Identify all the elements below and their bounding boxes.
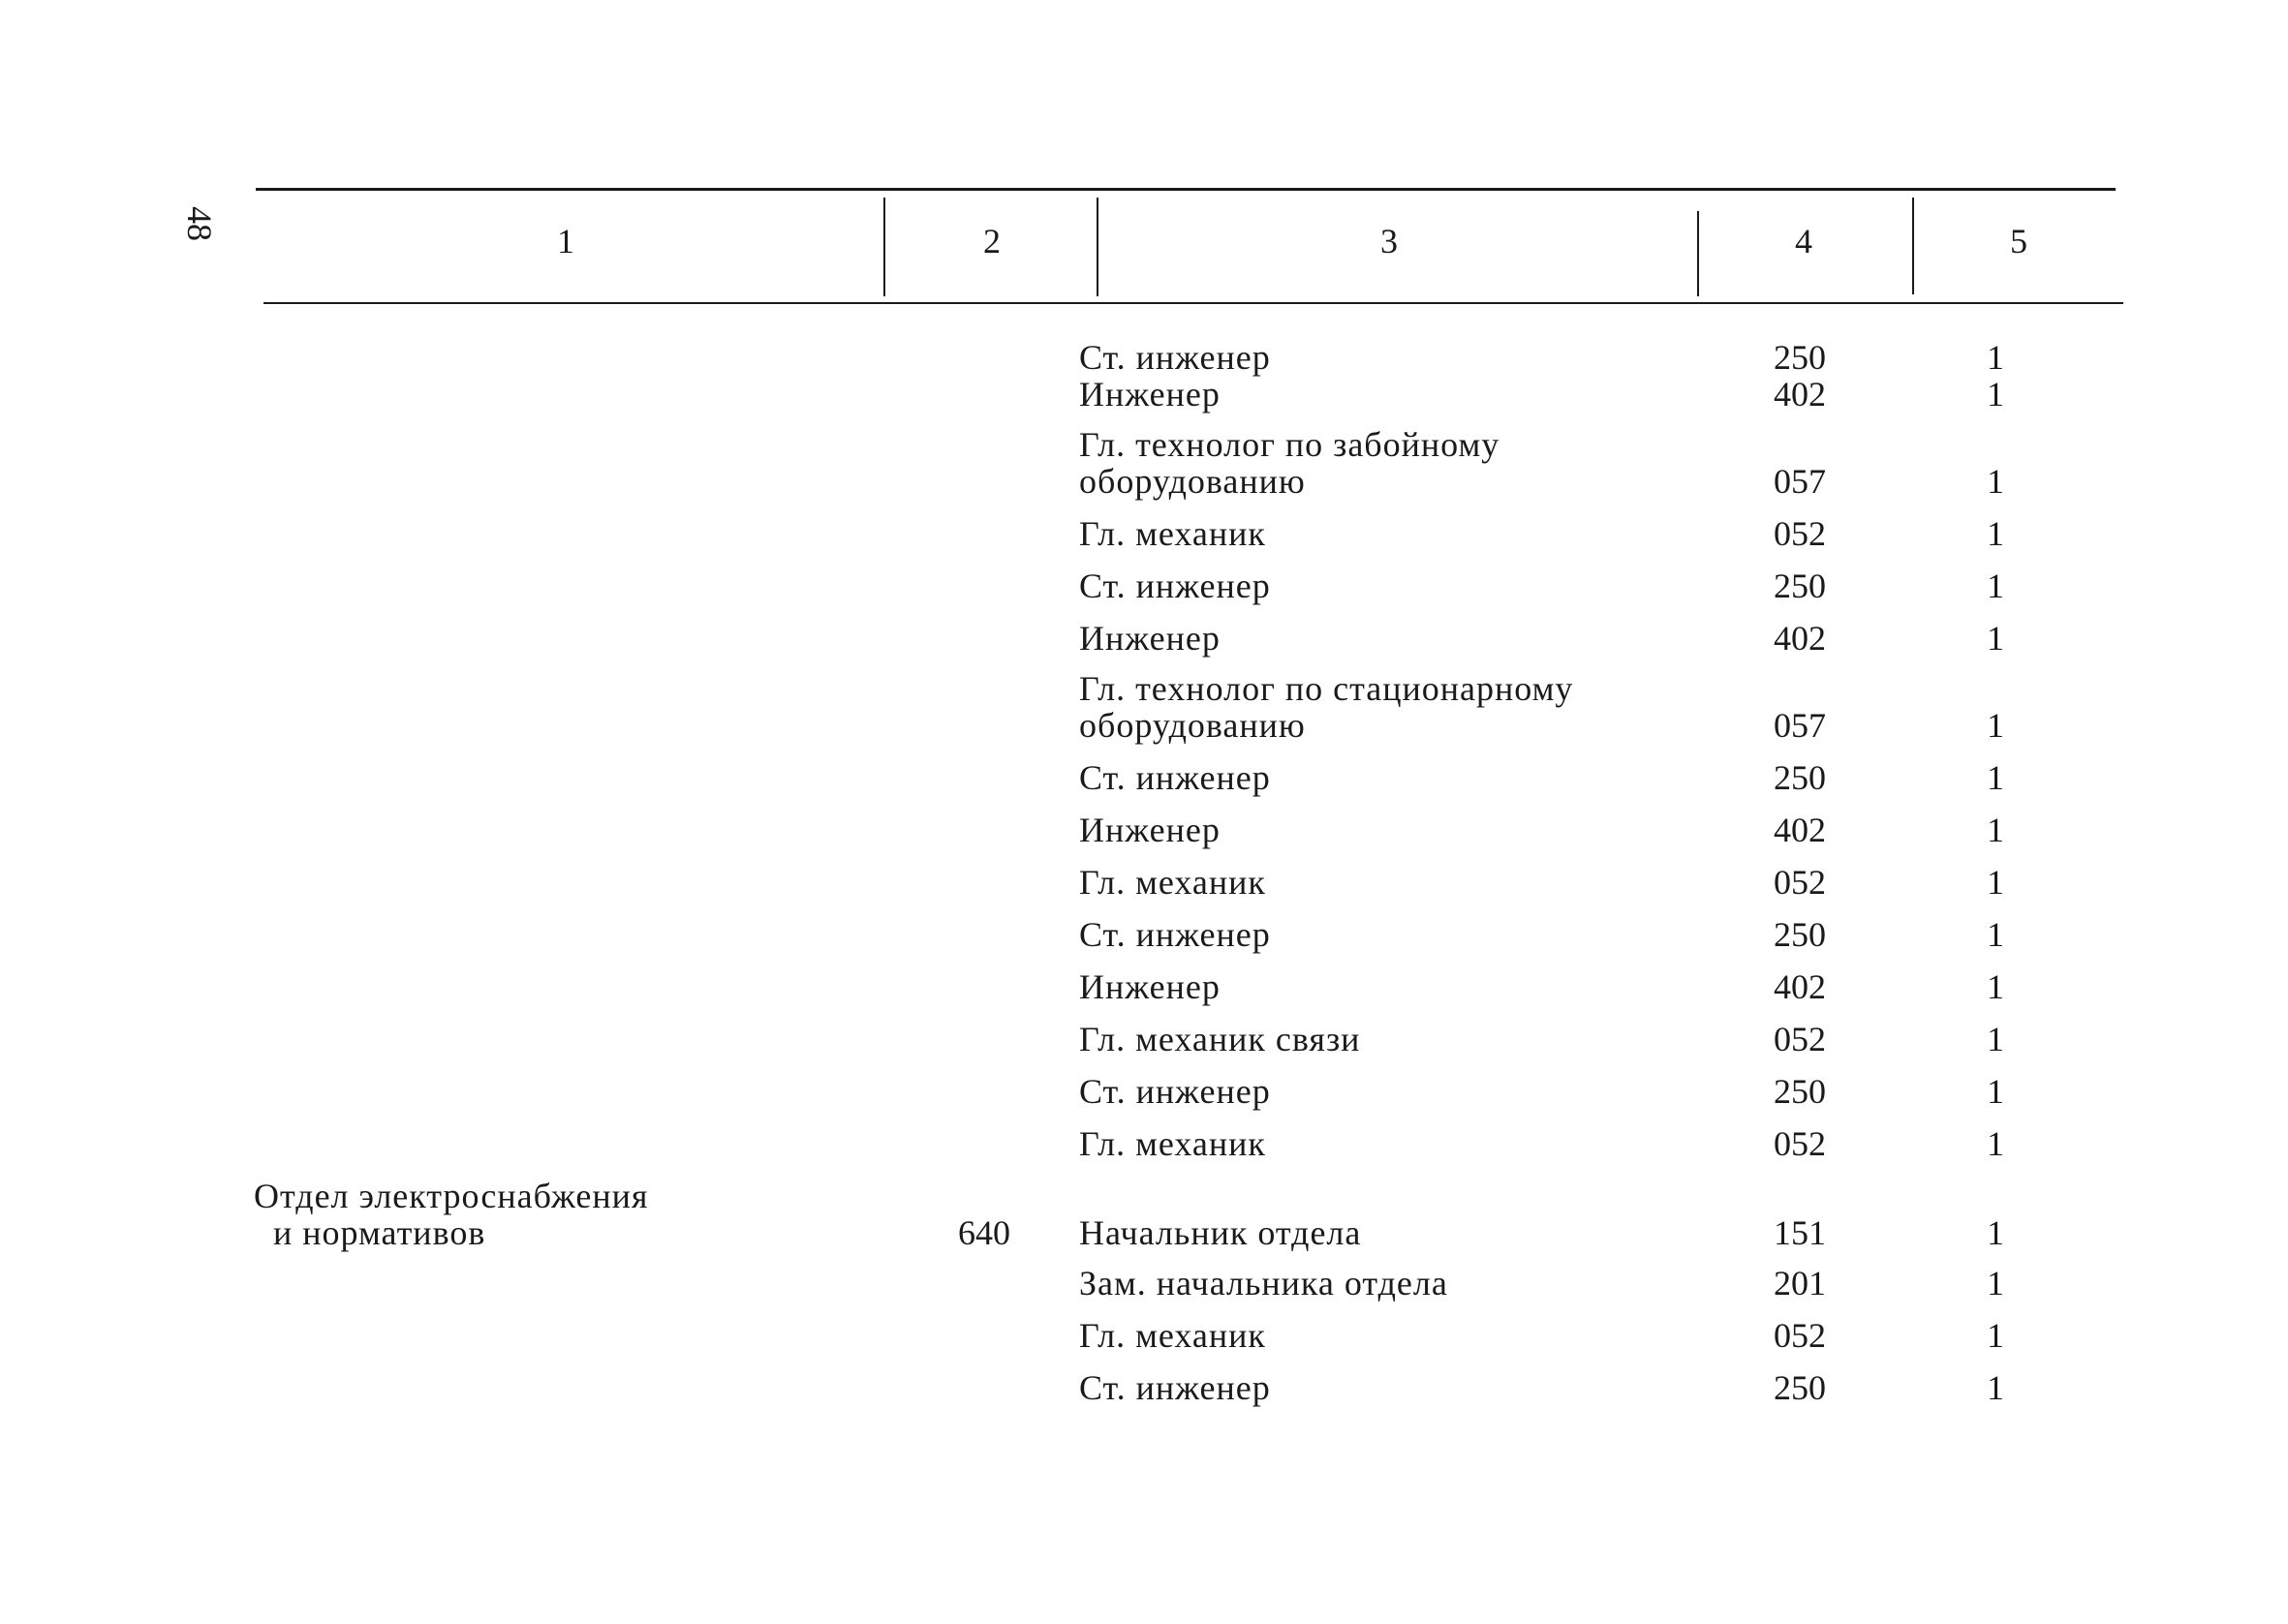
position-title: Гл. технолог по забойному	[1079, 425, 1500, 464]
column-header-5: 5	[2010, 222, 2027, 260]
position-title: Инженер	[1079, 375, 1221, 414]
position-count: 1	[1987, 514, 2004, 553]
position-code: 052	[1774, 1316, 1826, 1355]
position-title: Гл. механик связи	[1079, 1020, 1361, 1058]
position-code: 052	[1774, 863, 1826, 902]
column-divider-2	[1097, 198, 1098, 296]
position-title: Ст. инженер	[1079, 338, 1271, 377]
position-code: 057	[1774, 706, 1826, 745]
position-count: 1	[1987, 967, 2004, 1006]
department-name: и нормативов	[254, 1213, 486, 1252]
position-code: 151	[1774, 1213, 1826, 1252]
column-header-1: 1	[557, 222, 574, 260]
position-count: 1	[1987, 1072, 2004, 1111]
position-count: 1	[1987, 567, 2004, 605]
position-title: Ст. инженер	[1079, 1072, 1271, 1111]
position-count: 1	[1987, 462, 2004, 501]
column-header-2: 2	[983, 222, 1001, 260]
position-count: 1	[1987, 1020, 2004, 1058]
position-count: 1	[1987, 811, 2004, 849]
position-code: 250	[1774, 915, 1826, 954]
position-title: Гл. технолог по стационарному	[1079, 669, 1574, 708]
position-title: Гл. механик	[1079, 514, 1266, 553]
position-count: 1	[1987, 863, 2004, 902]
page-number: 48	[180, 206, 219, 241]
position-code: 052	[1774, 1124, 1826, 1163]
position-title: оборудованию	[1079, 462, 1306, 501]
position-title: Начальник отдела	[1079, 1213, 1362, 1252]
position-count: 1	[1987, 706, 2004, 745]
position-code: 250	[1774, 567, 1826, 605]
column-divider-1	[883, 198, 885, 296]
position-title: Зам. начальника отдела	[1079, 1264, 1448, 1302]
position-code: 402	[1774, 375, 1826, 414]
position-title: оборудованию	[1079, 706, 1306, 745]
position-count: 1	[1987, 375, 2004, 414]
table-top-rule	[256, 188, 2116, 191]
position-title: Ст. инженер	[1079, 567, 1271, 605]
position-title: Инженер	[1079, 967, 1221, 1006]
position-count: 1	[1987, 915, 2004, 954]
column-header-4: 4	[1795, 222, 1812, 260]
position-count: 1	[1987, 1213, 2004, 1252]
column-divider-4	[1912, 198, 1914, 294]
position-count: 1	[1987, 758, 2004, 797]
position-count: 1	[1987, 619, 2004, 658]
position-title: Инженер	[1079, 811, 1221, 849]
position-count: 1	[1987, 1124, 2004, 1163]
position-title: Ст. инженер	[1079, 758, 1271, 797]
position-count: 1	[1987, 1368, 2004, 1407]
position-title: Гл. механик	[1079, 1316, 1266, 1355]
department-code: 640	[958, 1213, 1010, 1252]
position-title: Инженер	[1079, 619, 1221, 658]
position-code: 402	[1774, 811, 1826, 849]
position-code: 250	[1774, 758, 1826, 797]
position-code: 201	[1774, 1264, 1826, 1302]
position-code: 250	[1774, 1072, 1826, 1111]
position-code: 402	[1774, 967, 1826, 1006]
header-bottom-rule	[263, 302, 2123, 304]
position-code: 250	[1774, 1368, 1826, 1407]
position-count: 1	[1987, 1264, 2004, 1302]
column-divider-3	[1697, 211, 1699, 296]
position-code: 402	[1774, 619, 1826, 658]
position-title: Ст. инженер	[1079, 915, 1271, 954]
position-code: 052	[1774, 514, 1826, 553]
position-count: 1	[1987, 338, 2004, 377]
position-title: Гл. механик	[1079, 863, 1266, 902]
department-name: Отдел электроснабжения	[254, 1177, 649, 1215]
position-title: Гл. механик	[1079, 1124, 1266, 1163]
position-code: 250	[1774, 338, 1826, 377]
position-title: Ст. инженер	[1079, 1368, 1271, 1407]
position-code: 052	[1774, 1020, 1826, 1058]
position-code: 057	[1774, 462, 1826, 501]
position-count: 1	[1987, 1316, 2004, 1355]
column-header-3: 3	[1380, 222, 1398, 260]
